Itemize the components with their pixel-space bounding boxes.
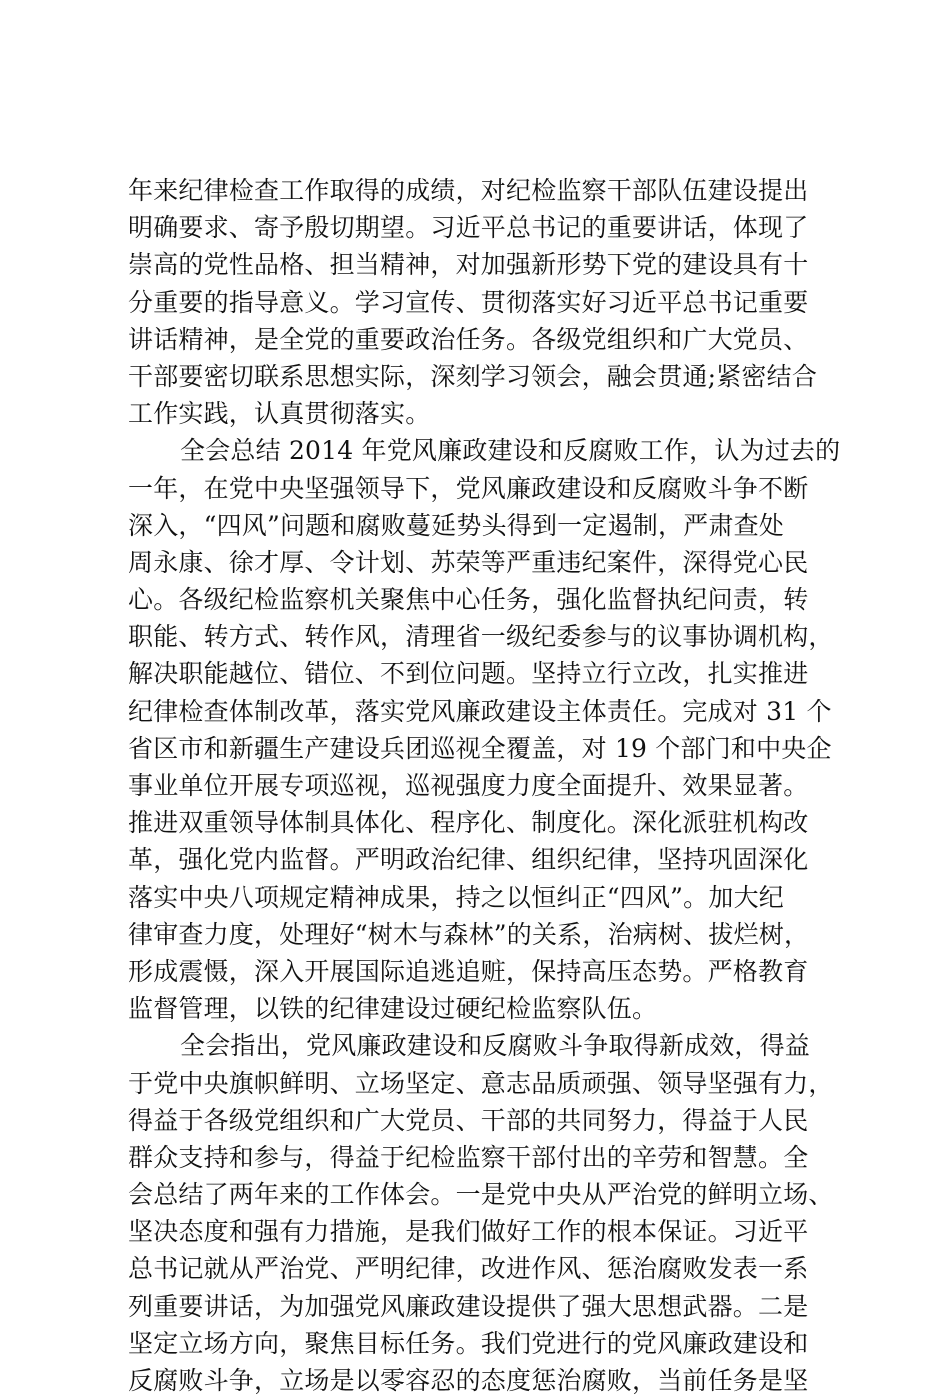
text-line: 省区市和新疆生产建设兵团巡视全覆盖，对 19 个部门和中央企: [128, 733, 832, 763]
text-line: 深入，“四风”问题和腐败蔓延势头得到一定遏制，严肃查处: [128, 510, 784, 540]
text-line: 革，强化党内监督。严明政治纪律、组织纪律，坚持巩固深化: [128, 845, 809, 875]
text-line: 事业单位开展专项巡视，巡视强度力度全面提升、效果显著。: [128, 771, 809, 800]
text-line: 形成震慑，深入开展国际追逃追赃，保持高压态势。严格教育: [128, 956, 809, 986]
text-line: 周永康、徐才厚、令计划、苏荣等严重违纪案件，深得党心民: [128, 547, 809, 577]
text-line: 落实中央八项规定精神成果，持之以恒纠正“四风”。加大纪: [128, 882, 784, 912]
text-line: 明确要求、寄予殷切期望。习近平总书记的重要讲话，体现了: [128, 213, 809, 243]
text-line: 讲话精神，是全党的重要政治任务。各级党组织和广大党员、: [128, 324, 809, 354]
text-line: 推进双重领导体制具体化、程序化、制度化。深化派驻机构改: [128, 808, 809, 838]
text-line: 全会指出，党风廉政建设和反腐败斗争取得新成效，得益: [180, 1031, 811, 1061]
text-line: 年来纪律检查工作取得的成绩，对纪检监察干部队伍建设提出: [128, 176, 809, 205]
text-line: 得益于各级党组织和广大党员、干部的共同努力，得益于人民: [128, 1105, 809, 1135]
text-line: 列重要讲话，为加强党风廉政建设提供了强大思想武器。二是: [128, 1291, 809, 1321]
text-line: 心。各级纪检监察机关聚焦中心任务，强化监督执纪问责，转: [128, 585, 809, 615]
text-line: 反腐败斗争，立场是以零容忍的态度惩治腐败，当前任务是坚: [128, 1366, 809, 1395]
text-line: 分重要的指导意义。学习宣传、贯彻落实好习近平总书记重要: [128, 287, 809, 317]
text-line: 全会总结 2014 年党风廉政建设和反腐败工作，认为过去的: [180, 436, 841, 466]
text-line: 监督管理，以铁的纪律建设过硬纪检监察队伍。: [128, 994, 658, 1024]
text-line: 律审查力度，处理好“树木与森林”的关系，治病树、拔烂树，: [128, 919, 810, 949]
text-line: 职能、转方式、转作风，清理省一级纪委参与的议事协调机构，: [128, 622, 834, 652]
text-line: 坚定立场方向，聚焦目标任务。我们党进行的党风廉政建设和: [128, 1328, 809, 1358]
document-body: [128, 172, 841, 1399]
paragraph-3: [128, 1027, 834, 1399]
text-line: 坚决态度和强有力措施，是我们做好工作的根本保证。习近平: [128, 1217, 809, 1247]
text-line: 于党中央旗帜鲜明、立场坚定、意志品质顽强、领导坚强有力，: [128, 1068, 834, 1098]
text-line: 群众支持和参与，得益于纪检监察干部付出的辛劳和智慧。全: [128, 1142, 809, 1172]
text-line: 工作实践，认真贯彻落实。: [128, 399, 431, 429]
text-line: 干部要密切联系思想实际，深刻学习领会，融会贯通;紧密结合: [128, 361, 818, 391]
text-line: 会总结了两年来的工作体会。一是党中央从严治党的鲜明立场、: [128, 1180, 834, 1210]
text-line: 纪律检查体制改革，落实党风廉政建设主体责任。完成对 31 个: [128, 696, 832, 726]
text-line: 崇高的党性品格、担当精神，对加强新形势下党的建设具有十: [128, 250, 809, 280]
paragraph-2: [128, 432, 841, 1027]
paragraph-1: [128, 172, 828, 432]
text-line: 解决职能越位、错位、不到位问题。坚持立行立改，扎实推进: [128, 659, 809, 689]
text-line: 一年，在党中央坚强领导下，党风廉政建设和反腐败斗争不断: [128, 473, 809, 503]
text-line: 总书记就从严治党、严明纪律，改进作风、惩治腐败发表一系: [128, 1254, 809, 1284]
